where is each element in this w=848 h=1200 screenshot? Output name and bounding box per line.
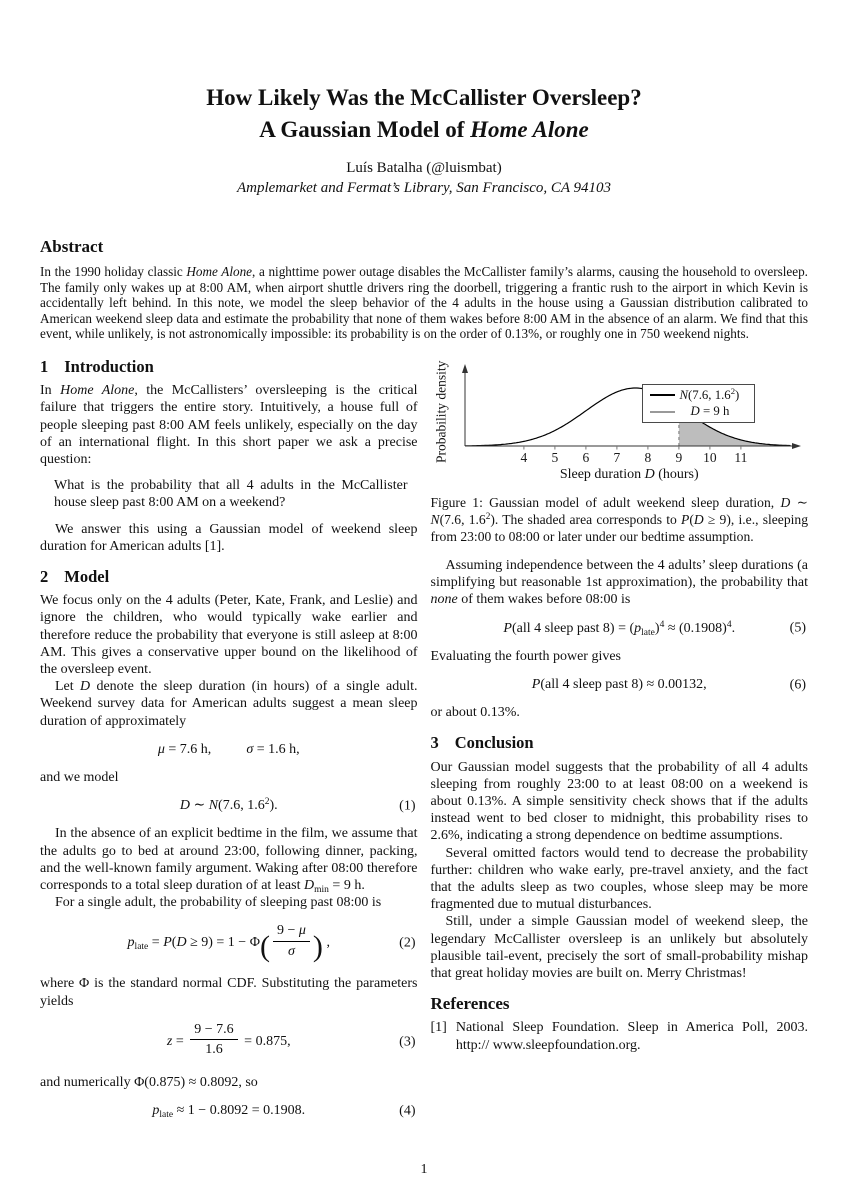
model-paragraph-1: We focus only on the 4 adults (Peter, Kate, Frank, and Leslie) and ignore the children, who would typically wake earlier and therefore reduce the probability that everyone is still asleep at 8:00 AM. This gives a conservative upper bound on the likelihood of the oversleep event.: [40, 593, 418, 678]
legend-line-swatch: [650, 411, 675, 413]
legend-label: N(7.6, $1.6^2$): [679, 385, 740, 402]
section-title: Introduction: [64, 356, 154, 376]
evaluating-paragraph: Evaluating the fourth power gives: [430, 648, 622, 664]
svg-text:11: 11: [733, 449, 747, 465]
author: Luís Batalha (@luismbat): [346, 160, 502, 176]
svg-text:5: 5: [551, 449, 558, 465]
section-number: 1: [40, 356, 49, 376]
figure-caption: Figure 1: Gaussian model of adult weekend sleep duration, D ∼ N(7.6, $1.6^2$). The shaded area corresponds to P(D ≥ 9), i.e., sleeping from 23:00 to 08:00 or later under our bedtime assumption.: [430, 495, 808, 544]
reference-item: [431, 1019, 809, 1053]
equation-4: $p_{late} \approx 1 - 0.8092 = 0.1908$. (4): [152, 1103, 416, 1120]
gaussian-chart: [431, 359, 809, 465]
legend-entry-threshold: [650, 405, 754, 418]
equation-number: (5): [789, 620, 806, 636]
equation-2: $p_{late} = P(D \ge 9) = 1 - \Phi$( $\frac{9 - \mu}{\sigma}$ ) , (2): [127, 923, 416, 964]
equation-number: (4): [399, 1103, 416, 1119]
references-heading: References: [430, 994, 510, 1014]
equation-number: (3): [399, 1034, 416, 1050]
intro-paragraph-1: In Home Alone, the McCallisters’ oversleeping is the critical failure that triggers the entire story. Intuitively, a house full of people sleeping past 8:00 AM feels unlikely, especially on the day of an international flight. In this short paper we ask a precise question:: [40, 383, 418, 467]
section-title: Conclusion: [454, 733, 534, 753]
equation-5: P(all 4 sleep past $8) = (p_{late})^4 \approx (0.1908)^4$. (5): [503, 619, 806, 638]
model-paragraph-5: where Φ is the standard normal CDF. Substituting the parameters yields: [40, 976, 418, 1009]
equation-1: D ∼ N(7.6, $1.6^2$). (1): [179, 797, 416, 814]
conclusion-paragraph-1: Our Gaussian model suggests that the probability of all 4 adults sleeping from roughly 23:00 to at least 08:00 on a weekend is about 0.13%. A simple sensitivity check shows that if the adults instead went to bed closer to midnight, this probability rises to 2.6%, indicating a strong dependence on bedtime assumptions.: [430, 759, 808, 844]
section-title: Model: [64, 567, 110, 586]
chart-legend: [642, 384, 755, 423]
chart-y-axis-label: Probability density: [432, 360, 448, 464]
model-paragraph-2: Let D denote the sleep duration (in hours) of a single adult. Weekend survey data for American adults suggest a mean sleep duration of approximately: [40, 679, 418, 729]
right-column: [431, 357, 809, 1130]
or-about-paragraph: or about 0.13%.: [430, 705, 520, 721]
model-paragraph-4: For a single adult, the probability of sleeping past 08:00 is: [55, 895, 382, 911]
two-column-body: [40, 357, 808, 1130]
svg-text:10: 10: [702, 449, 717, 465]
left-column: [40, 357, 418, 1130]
chart-plot-area: [451, 359, 803, 465]
svg-text:8: 8: [644, 449, 651, 465]
paper-title: [0, 82, 848, 146]
model-paragraph-6: and numerically Φ(0.875) ≈ 0.8092, so: [40, 1074, 258, 1090]
legend-entry-normal: [650, 385, 754, 402]
equation-6: P(all 4 sleep past 8) ≈ 0.00132, (6): [531, 676, 806, 692]
section-heading-conclusion: [431, 734, 809, 751]
reference-label: [1]: [430, 1020, 447, 1036]
chart-x-axis-label: Sleep duration D (hours): [559, 466, 699, 482]
svg-text:9: 9: [675, 449, 682, 465]
conclusion-paragraph-2: Several omitted factors would tend to decrease the probability further: children who wake early, pre-travel anxiety, and the fact that the adults sleep as two couples, whose sleep may be more fragmented due to mutual disturbances.: [430, 845, 808, 913]
svg-text:4: 4: [520, 449, 527, 465]
title-line-1: How Likely Was the McCallister Oversleep?: [206, 85, 642, 110]
section-heading-introduction: [40, 358, 418, 375]
model-paragraph-3: In the absence of an explicit bedtime in the film, we assume that the adults go to bed at around 23:00, following dinner, packing, and the well-known family argument. Waking after 08:00 therefore corresponds to a total sleep duration of at least $D_{min} = 9$ h.: [40, 826, 418, 895]
equation-mu-sigma: μ = 7.6 h, σ = 1.6 h,: [157, 741, 300, 757]
section-number: 2: [40, 567, 49, 586]
equation-number: (2): [399, 935, 416, 951]
abstract-text: In the 1990 holiday classic Home Alone, a nighttime power outage disables the McCallister family’s alarms, causing the household to oversleep. The family only wakes up at 8:00 AM, when airport shuttle drivers ring the doorbell, triggering a frantic rush to the airport in which Kevin is accidentally left behind. In this note, we model the sleep behavior of the 4 adults in the house using a Gaussian distribution calibrated to American weekend sleep data and estimate the probability that none of them wakes before 8:00 AM in the absence of an alarm. We find that this event, while unlikely, is not astronomically impossible: its probability is on the order of 0.13%, or roughly one in 750 weekend nights.: [40, 264, 808, 342]
legend-line-swatch: [650, 394, 675, 396]
assuming-paragraph: Assuming independence between the 4 adults’ sleep durations (a simplifying but reasonable 1st approximation), the probability that none of them wakes before 08:00 is: [430, 557, 808, 608]
page-number: 1: [420, 1162, 428, 1177]
section-heading-model: [40, 568, 418, 585]
svg-text:7: 7: [613, 449, 620, 465]
model-paragraph-and-we-model: and we model: [40, 770, 119, 786]
section-number: 3: [430, 733, 439, 753]
svg-text:6: 6: [582, 449, 589, 465]
abstract-heading: Abstract: [40, 237, 104, 256]
intro-paragraph-2: We answer this using a Gaussian model of weekend sleep duration for American adults [1].: [40, 521, 418, 554]
equation-3: z = $\frac{9 - 7.6}{1.6}$ = 0.875, (3): [166, 1021, 416, 1058]
title-line-2: A Gaussian Model of Home Alone: [259, 117, 589, 142]
equation-number: (1): [399, 798, 416, 814]
reference-text: National Sleep Foundation. Sleep in America Poll, 2003. http:// www.sleepfoundation.org.: [455, 1020, 808, 1053]
affiliation: Amplemarket and Fermat’s Library, San Francisco, CA 94103: [236, 180, 611, 196]
legend-label: D = 9 h: [690, 404, 730, 419]
conclusion-paragraph-3: Still, under a simple Gaussian model of weekend sleep, the legendary McCallister oversleep is an unlikely but absolutely plausible tail-event, precisely the sort of small-probability mishap that great holiday movies are built on. Merry Christmas!: [430, 914, 808, 981]
equation-number: (6): [789, 676, 806, 692]
figure-1: [431, 359, 809, 546]
research-question-quote: What is the probability that all 4 adults in the McCallister house sleep past 8:00 AM on a weekend?: [54, 478, 408, 511]
